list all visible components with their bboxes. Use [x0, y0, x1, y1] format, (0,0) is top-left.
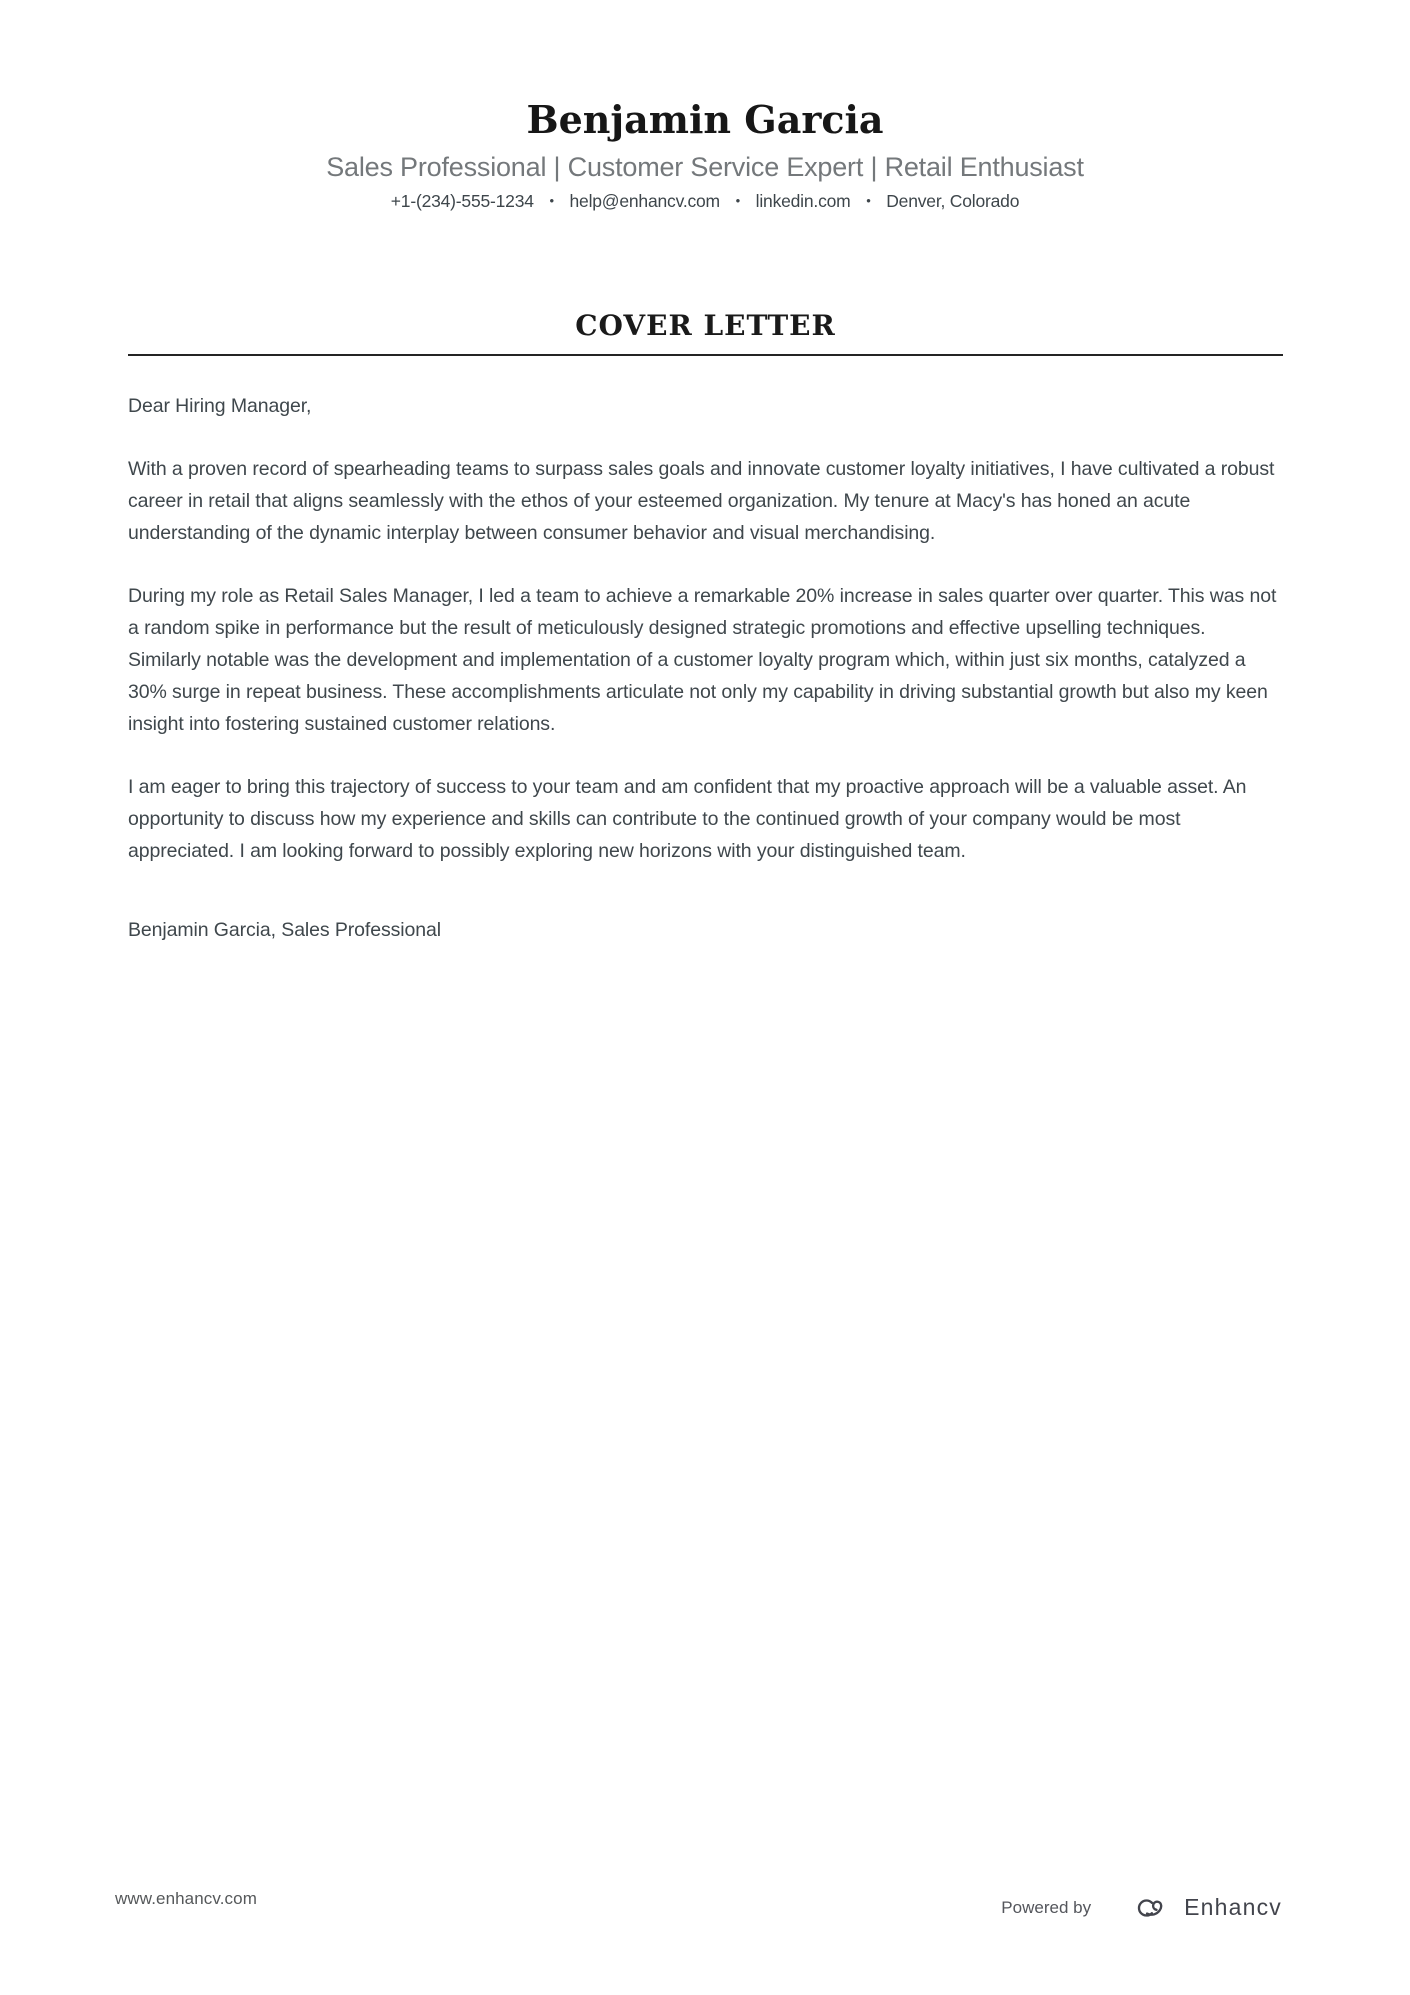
salutation: Dear Hiring Manager, — [128, 395, 312, 417]
letter-body — [128, 390, 1283, 946]
brand-name: Enhancv — [1184, 1894, 1282, 1920]
section-title: COVER LETTER — [575, 309, 836, 342]
linkedin-link: linkedin.com — [755, 191, 851, 211]
powered-by-label: Powered by — [1001, 1897, 1092, 1917]
cover-letter-section — [128, 309, 1283, 946]
signature-line: Benjamin Garcia, Sales Professional — [128, 919, 441, 941]
bullet-separator-icon: • — [549, 193, 554, 208]
header — [0, 0, 1410, 213]
location-text: Denver, Colorado — [886, 191, 1020, 211]
bullet-separator-icon: • — [866, 193, 871, 208]
footer-site-url: www.enhancv.com — [115, 1889, 257, 1908]
letter-paragraph: I am eager to bring this trajectory of success to your team and am confident that my proactive approach will be a valuable asset. An opportunity to discuss how my experience and skills can contribute to the continued growth of your company would be most appreciated. I am looking forward to possibly exploring new horizons with your distinguished team. — [128, 776, 1247, 862]
person-headline: Sales Professional | Customer Service Expert | Retail Enthusiast — [326, 152, 1084, 182]
letter-paragraph: During my role as Retail Sales Manager, I led a team to achieve a remarkable 20% increase in sales quarter over quarter. This was not a random spike in performance but the result of meticulously designed strategic promotions and effective upselling techniques. Similarly notable was the development and implementation of a customer loyalty program which, within just six months, catalyzed a 30% surge in repeat business. These accomplishments articulate not only my capability in driving substantial growth but also my keen insight into fostering sustained customer relations. — [128, 585, 1277, 735]
phone-number: +1-(234)-555-1234 — [390, 191, 534, 211]
powered-by-badge — [1001, 1894, 1282, 1921]
letter-paragraph: With a proven record of spearheading teams to surpass sales goals and innovate customer loyalty initiatives, I have cultivated a robust career in retail that aligns seamlessly with the ethos of your esteemed organization. My tenure at Macy's has honed an acute understanding of the dynamic interplay between consumer behavior and visual merchandising. — [128, 458, 1275, 544]
bullet-separator-icon: • — [735, 193, 740, 208]
section-divider — [128, 354, 1283, 356]
email-address: help@enhancv.com — [569, 191, 720, 211]
person-name: Benjamin Garcia — [526, 97, 884, 142]
contact-line — [0, 189, 1410, 213]
enhancv-logo-icon — [1127, 1895, 1174, 1921]
